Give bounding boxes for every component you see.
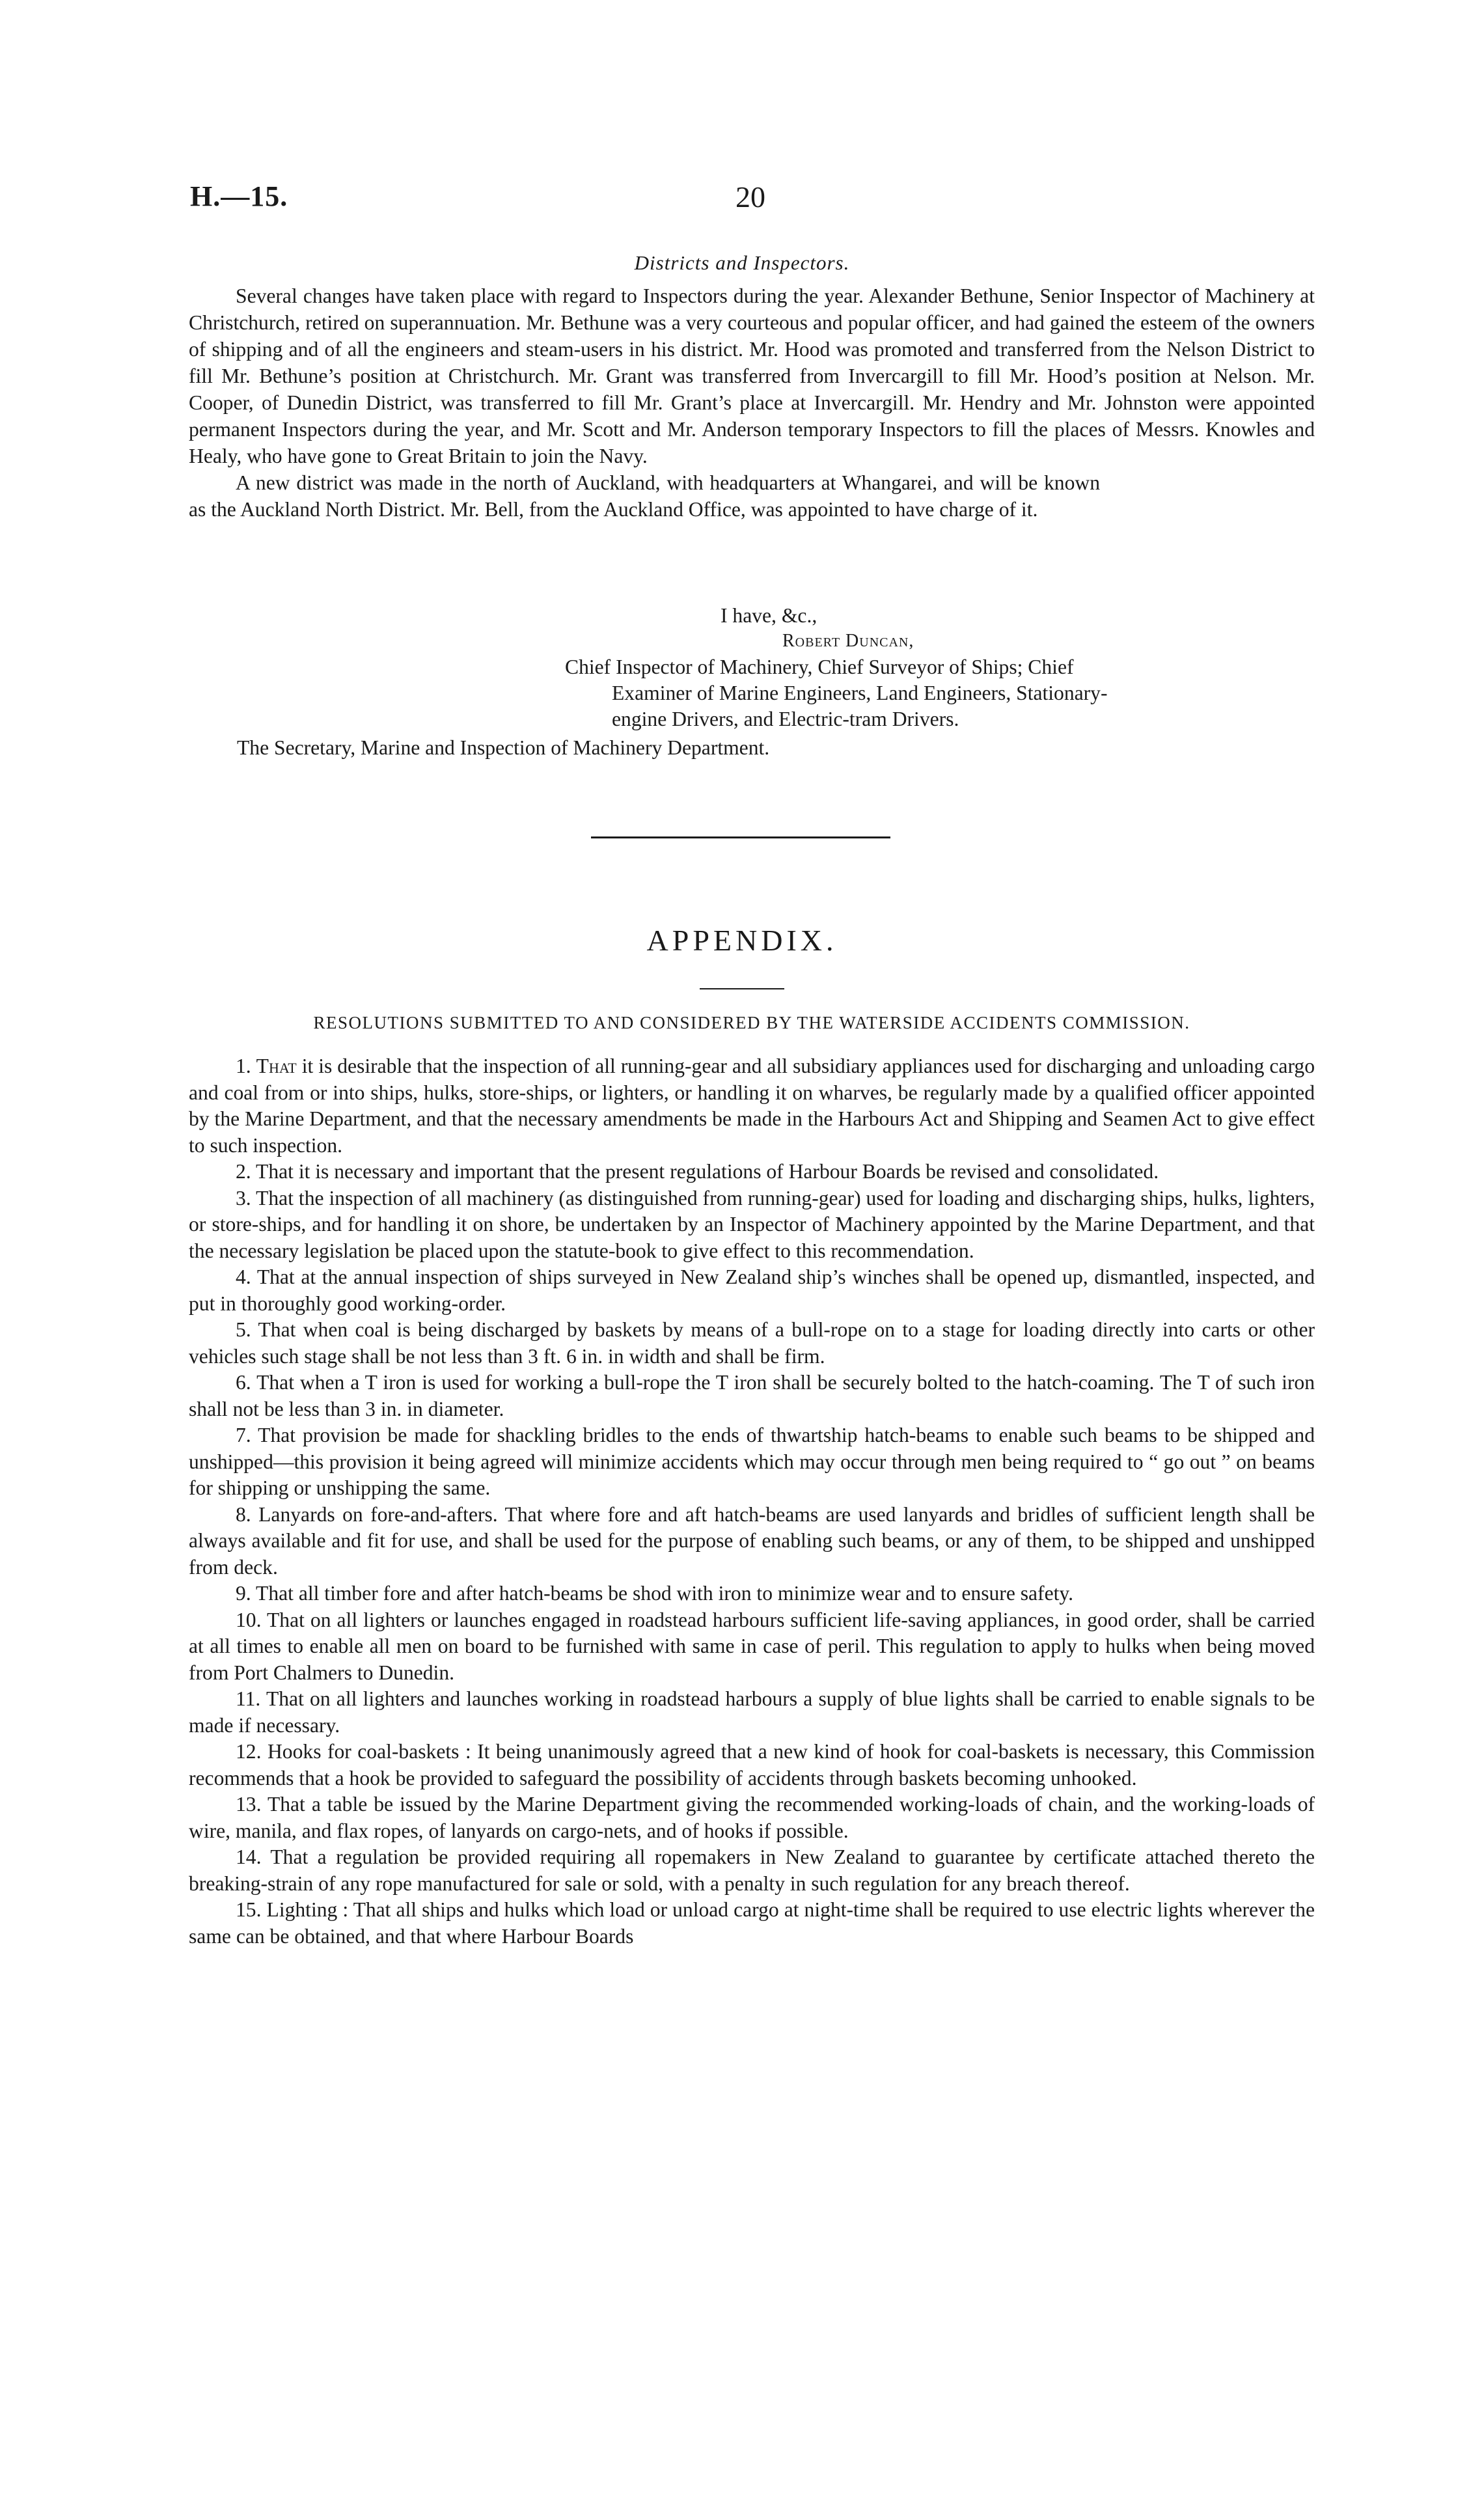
resolution-number: 8.: [236, 1502, 251, 1526]
resolutions-heading: RESOLUTIONS SUBMITTED TO AND CONSIDERED BY THE WATERSIDE ACCIDENTS COMMISSION.: [313, 1013, 1190, 1032]
section-title: Districts and Inspectors.: [634, 251, 850, 274]
page-number: 20: [735, 180, 765, 214]
signatory-name: Robert Duncan,: [782, 631, 914, 651]
resolution-text: That provision be made for shackling bridles to the ends of thwartship hatch-beams to enable such beams to be shipped and unshipped—this provision it being agreed will minimize accidents which may occur through men being required to “ go out ” on beams for shipping or unshipping the same.: [189, 1424, 1315, 1499]
resolution-text: Lanyards on fore-and-afters. That where fore and aft hatch-beams are used lanyards and bridles of sufficient length shall be always available and fit for use, and shall be used for the purpose of enabling such beams, or any of them, to be shipped and unshipped from deck.: [189, 1502, 1315, 1579]
resolution-text: Lighting : That all ships and hulks which load or unload cargo at night-time shall be required to use electric lights wherever the same can be obtained, and that where Harbour Boards: [189, 1898, 1315, 1948]
resolutions-list: [189, 1053, 1315, 1950]
resolution-number: 7.: [236, 1424, 251, 1446]
resolution-number: 15.: [236, 1898, 262, 1921]
resolution-item: [189, 1897, 1315, 1950]
resolution-text: That when a T iron is used for working a bull-rope the T iron shall be securely bolted to the hatch-coaming. The T of such iron shall not be less than 3 in. in diameter.: [189, 1371, 1315, 1420]
resolution-text: That the inspection of all machinery (as distinguished from running-gear) used for loading and discharging ships, hulks, lighters, or store-ships, and for handling it on shore, be undertaken by an Inspector of Machinery appointed by the Marine Department, and that the necessary legislation be placed upon the statute-book to give effect to this recommendation.: [189, 1186, 1315, 1262]
resolution-item: [189, 1739, 1315, 1791]
resolution-item: [189, 1264, 1315, 1317]
resolution-text: That at the annual inspection of ships surveyed in New Zealand ship’s winches shall be opened up, dismantled, inspected, and put in thoroughly good working-order.: [189, 1265, 1315, 1315]
resolution-item: [189, 1581, 1315, 1607]
resolution-text: That on all lighters and launches working in roadstead harbours a supply of blue lights shall be carried to enable signals to be made if necessary.: [189, 1687, 1315, 1737]
resolution-item: [189, 1607, 1315, 1687]
resolution-number: 12.: [236, 1740, 262, 1763]
resolution-text: Hooks for coal-baskets : It being unanimously agreed that a new kind of hook for coal-baskets is necessary, this Commission recommends that a hook be provided to safeguard the possibility of accidents through baskets becoming unhooked.: [189, 1740, 1315, 1789]
resolution-text: That a regulation be provided requiring all ropemakers in New Zealand to guarantee by certificate attached thereto the breaking-strain of any rope manufactured for sale or sold, with a penalty in such regulation for any breach thereof.: [189, 1845, 1315, 1895]
resolution-number: 3.: [236, 1186, 251, 1209]
resolution-text: That all timber fore and after hatch-beams be shod with iron to minimize wear and to ensure safety.: [256, 1582, 1074, 1605]
section-divider: [591, 836, 890, 838]
resolution-number: 10.: [236, 1608, 262, 1631]
resolution-number: 11.: [236, 1687, 261, 1710]
resolution-number: 13.: [236, 1793, 262, 1816]
resolution-text: That when coal is being discharged by baskets by means of a bull-rope on to a stage for loading directly into carts or other vehicles such stage shall be not less than 3 ft. 6 in. in width and shall be firm.: [189, 1318, 1315, 1368]
resolution-lead: That: [256, 1055, 297, 1077]
resolution-number: 9.: [236, 1582, 251, 1605]
resolution-item: [189, 1502, 1315, 1581]
districts-paragraph: A new district was made in the north of Auckland, with headquarters at Whangarei, and will be known as the Auckland North District. Mr. Bell, from the Auckland Office, was appointed to have charge of it.: [189, 471, 1100, 521]
signatory-title: Chief Inspector of Machinery, Chief Surveyor of Ships; Chief: [565, 656, 1074, 678]
districts-body: [189, 283, 1315, 523]
resolution-number: 14.: [236, 1845, 262, 1868]
resolution-text: That it is necessary and important that the present regulations of Harbour Boards be revised and consolidated.: [256, 1160, 1159, 1183]
resolution-text: That on all lighters or launches engaged in roadstead harbours sufficient life-saving appliances, in good order, shall be carried at all times to enable all men on board to be furnished with same in case of peril. This regulation to apply to hulks when being moved from Port Chalmers to Dunedin.: [189, 1608, 1315, 1684]
resolution-item: [189, 1185, 1315, 1265]
resolution-number: 1.: [236, 1055, 251, 1077]
resolution-text: it is desirable that the inspection of all running-gear and all subsidiary appliances used for discharging and unloading cargo and coal from or into ships, hulks, store-ships, or lighters, or handling it on wharves, be regularly made by a qualified officer appointed by the Marine Department, and that the necessary amendments be made in the Harbours Act and Shipping and Seamen Act to give effect to such inspection.: [189, 1055, 1315, 1157]
resolution-text: That a table be issued by the Marine Department giving the recommended working-loads of chain, and the working-loads of wire, manila, and flax ropes, of lanyards on cargo-nets, and of hooks if possible.: [189, 1793, 1315, 1842]
signatory-title: Examiner of Marine Engineers, Land Engineers, Stationary-: [612, 682, 1108, 704]
resolution-item: [189, 1159, 1315, 1185]
appendix-title: APPENDIX.: [646, 924, 838, 957]
appendix-underline: [700, 988, 784, 989]
closing-salutation: I have, &c.,: [721, 604, 818, 627]
resolution-number: 5.: [236, 1318, 251, 1341]
resolution-number: 4.: [236, 1265, 251, 1288]
resolution-item: [189, 1053, 1315, 1159]
resolution-item: [189, 1317, 1315, 1370]
resolution-item: [189, 1844, 1315, 1897]
resolution-item: [189, 1791, 1315, 1844]
resolution-number: 2.: [236, 1160, 251, 1183]
resolution-item: [189, 1422, 1315, 1502]
resolution-item: [189, 1686, 1315, 1739]
addressee: The Secretary, Marine and Inspection of Machinery Department.: [237, 736, 770, 759]
resolution-number: 6.: [236, 1371, 251, 1394]
document-id: H.—15.: [190, 180, 288, 212]
resolution-item: [189, 1370, 1315, 1422]
signatory-title: engine Drivers, and Electric-tram Drivers.: [612, 708, 959, 730]
districts-paragraph: Several changes have taken place with regard to Inspectors during the year. Alexander Bethune, Senior Inspector of Machinery at Christchurch, retired on superannuation. Mr. Bethune was a very courteous and popular officer, and had gained the esteem of the owners of shipping and of all the engineers and steam-users in his district. Mr. Hood was promoted and transferred from the Nelson District to fill Mr. Bethune’s position at Christchurch. Mr. Grant was transferred from Invercargill to fill Mr. Hood’s position at Nelson. Mr. Cooper, of Dunedin District, was transferred to fill Mr. Grant’s place at Invercargill. Mr. Hendry and Mr. Johnston were appointed permanent Inspectors during the year, and Mr. Scott and Mr. Anderson temporary Inspectors to fill the places of Messrs. Knowles and Healy, who have gone to Great Britain to join the Navy.: [189, 284, 1315, 467]
